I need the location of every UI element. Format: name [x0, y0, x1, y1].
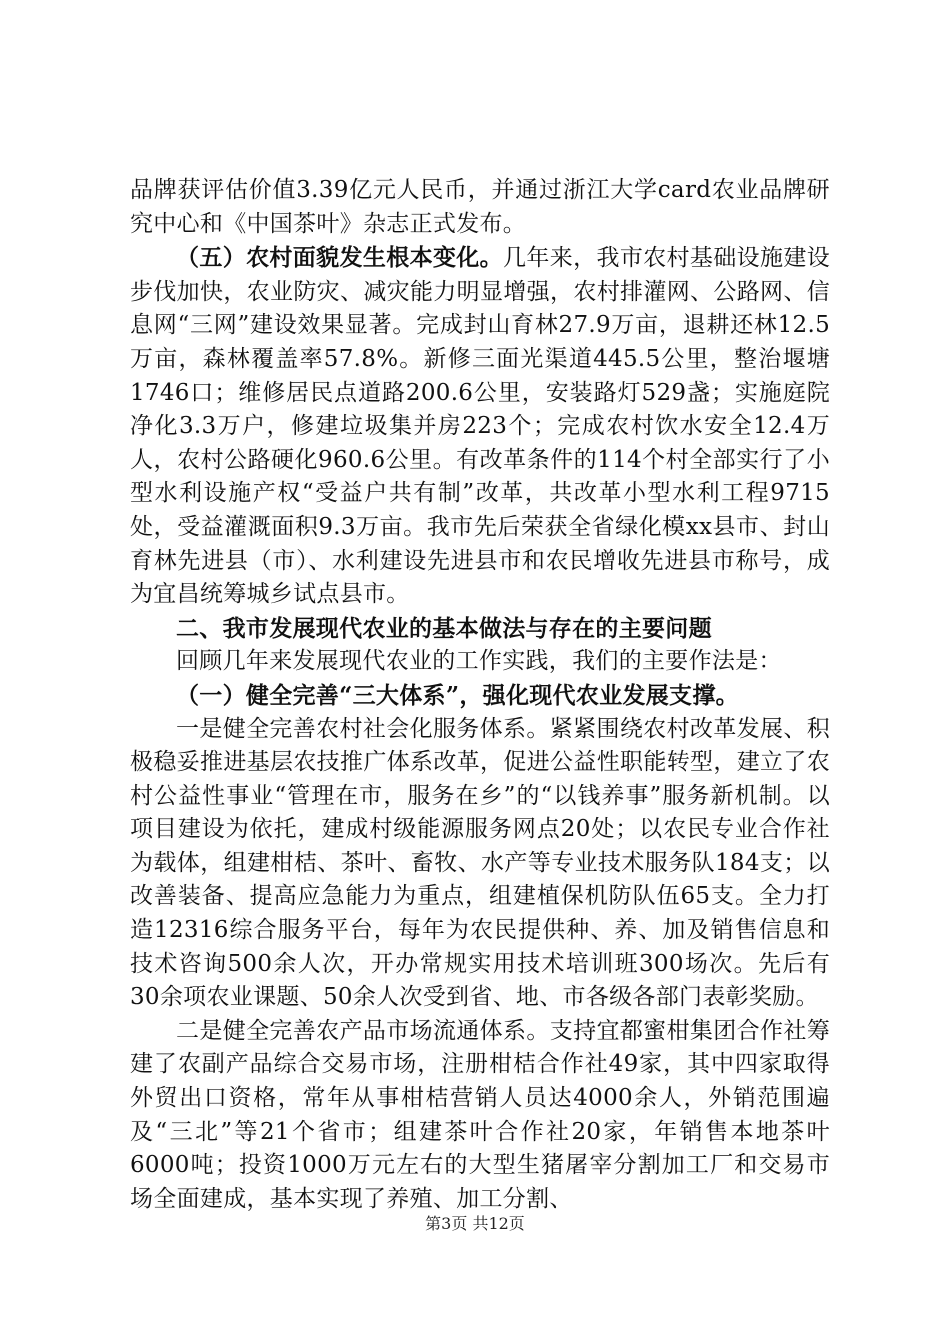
page-number: 第3页 共12页	[425, 1214, 525, 1233]
paragraph-continuation	[130, 174, 830, 241]
document-body	[130, 174, 830, 1216]
subsection-heading-text: （一）健全完善“三大体系”，强化现代农业发展支撑。	[176, 681, 739, 709]
section-heading-2	[130, 612, 830, 646]
paragraph-lead-heading: （五）农村面貌发生根本变化。	[176, 244, 504, 272]
paragraph-service-system	[130, 713, 830, 1015]
paragraph-text: 品牌获评估价值3.39亿元人民币，并通过浙江大学card农业品牌研究中心和《中国茶叶》杂志正式发布。	[130, 177, 830, 237]
paragraph-intro	[130, 645, 830, 679]
section-heading-text: 二、我市发展现代农业的基本做法与存在的主要问题	[176, 614, 712, 642]
paragraph-rural-changes	[130, 241, 830, 612]
paragraph-market-system	[130, 1015, 830, 1217]
page-footer	[0, 1214, 950, 1234]
paragraph-text: 一是健全完善农村社会化服务体系。紧紧围绕农村改革发展、积极稳妥推进基层农技推广体系改革，促进公益性职能转型，建立了农村公益性事业“管理在市，服务在乡”的“以钱养事”服务新机制。以项目建设为依托，建成村级能源服务网点20处；以农民专业合作社为载体，组建柑桔、茶叶、畜牧、水产等专业技术服务队184支；以改善装备、提高应急能力为重点，组建植保机防队伍65支。全力打造12316综合服务平台，每年为农民提供种、养、加及销售信息和技术咨询500余人次，开办常规实用技术培训班300场次。先后有30余项农业课题、50余人次受到省、地、市各级各部门表彰奖励。	[130, 715, 830, 1011]
paragraph-text: 二是健全完善农产品市场流通体系。支持宜都蜜柑集团合作社筹建了农副产品综合交易市场，注册柑桔合作社49家，其中四家取得外贸出口资格，常年从事柑桔营销人员达4000余人，外销范围遍及“三北”等21个省市；组建茶叶合作社20家，年销售本地茶叶6000吨；投资1000万元左右的大型生猪屠宰分割加工厂和交易市场全面建成，基本实现了养殖、加工分割、	[130, 1017, 830, 1212]
paragraph-text: 回顾几年来发展现代农业的工作实践，我们的主要作法是：	[176, 648, 782, 675]
subsection-heading-1	[130, 679, 830, 713]
paragraph-text: 几年来，我市农村基础设施建设步伐加快，农业防灾、减灾能力明显增强，农村排灌网、公路网、信息网“三网”建设效果显著。完成封山育林27.9万亩，退耕还林12.5万亩，森林覆盖率57.8%。新修三面光渠道445.5公里，整治堰塘1746口；维修居民点道路200.6公里，安装路灯529盏；实施庭院净化3.3万户，修建垃圾集并房223个；完成农村饮水安全12.4万人，农村公路硬化960.6公里。有改革条件的114个村全部实行了小型水利设施产权“受益户共有制”改革，共改革小型水利工程9715处，受益灌溉面积9.3万亩。我市先后荣获全省绿化模xx县市、封山育林先进县（市）、水利建设先进县市和农民增收先进县市称号，成为宜昌统筹城乡试点县市。	[130, 245, 830, 608]
